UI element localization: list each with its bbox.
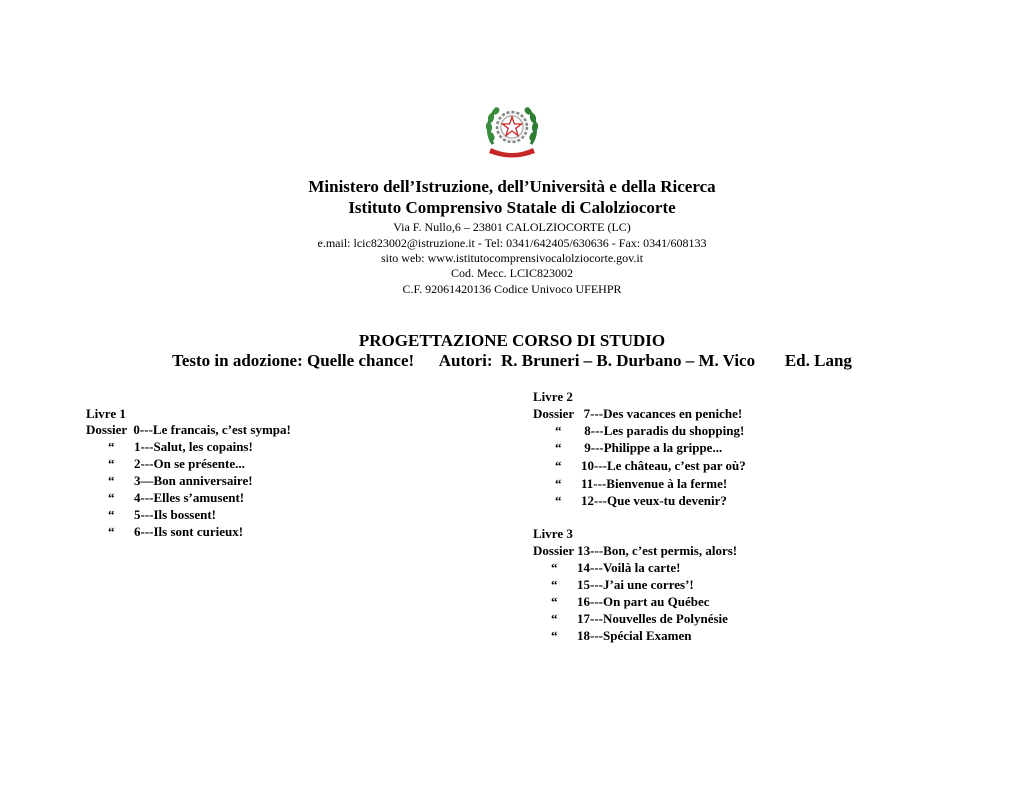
mecc-code: Cod. Mecc. LCIC823002: [451, 266, 573, 280]
list-item: “ 4---Elles s’amusent!: [108, 490, 245, 505]
list-item: “ 6---Ils sont curieux!: [108, 524, 244, 539]
list-item: “ 18---Spécial Examen: [551, 628, 692, 643]
course-title: PROGETTAZIONE CORSO DI STUDIO: [358, 331, 666, 350]
list-item: “ 17---Nouvelles de Polynésie: [551, 611, 728, 626]
school-name: Istituto Comprensivo Statale di Calolziocorte: [348, 198, 676, 217]
livre1-heading: Livre 1: [86, 406, 126, 421]
list-item: “ 2---On se présente...: [108, 456, 245, 471]
list-item: “ 10---Le château, c’est par où?: [555, 458, 746, 473]
textbook-line: Testo in adozione: Quelle chance! Autori: R. Bruneri – B. Durbano – M. Vico Ed. Lang: [172, 351, 852, 370]
list-item: “ 11---Bienvenue à la ferme!: [555, 476, 728, 491]
list-item: “ 8---Les paradis du shopping!: [555, 423, 745, 438]
list-item: “ 16---On part au Québec: [551, 594, 710, 609]
livre2-dossier-first: Dossier 7---Des vacances en peniche!: [533, 406, 743, 421]
school-address: Via F. Nullo,6 – 23801 CALOLZIOCORTE (LC): [393, 220, 631, 234]
list-item: “ 5---Ils bossent!: [108, 507, 216, 522]
livre3-dossier-first: Dossier 13---Bon, c’est permis, alors!: [533, 543, 738, 558]
livre3-heading: Livre 3: [533, 526, 573, 541]
list-item: “ 1---Salut, les copains!: [108, 439, 253, 454]
livre1-dossier-first: Dossier 0---Le francais, c’est sympa!: [86, 422, 291, 437]
list-item: “ 14---Voilà la carte!: [551, 560, 681, 575]
list-item: “ 3—Bon anniversaire!: [108, 473, 253, 488]
school-contacts: e.mail: lcic823002@istruzione.it - Tel: 0341/642405/630636 - Fax: 0341/608133: [317, 236, 707, 250]
school-website: sito web: www.istitutocomprensivocalolziocorte.gov.it: [380, 251, 644, 265]
republic-emblem-icon: [483, 100, 541, 160]
fiscal-code: C.F. 92061420136 Codice Univoco UFEHPR: [402, 282, 622, 296]
list-item: “ 15---J’ai une corres’!: [551, 577, 694, 592]
livre2-heading: Livre 2: [533, 389, 573, 404]
list-item: “ 9---Philippe a la grippe...: [555, 440, 723, 455]
ministry-name: Ministero dell’Istruzione, dell’Università e della Ricerca: [308, 177, 716, 196]
list-item: “ 12---Que veux-tu devenir?: [555, 493, 727, 508]
